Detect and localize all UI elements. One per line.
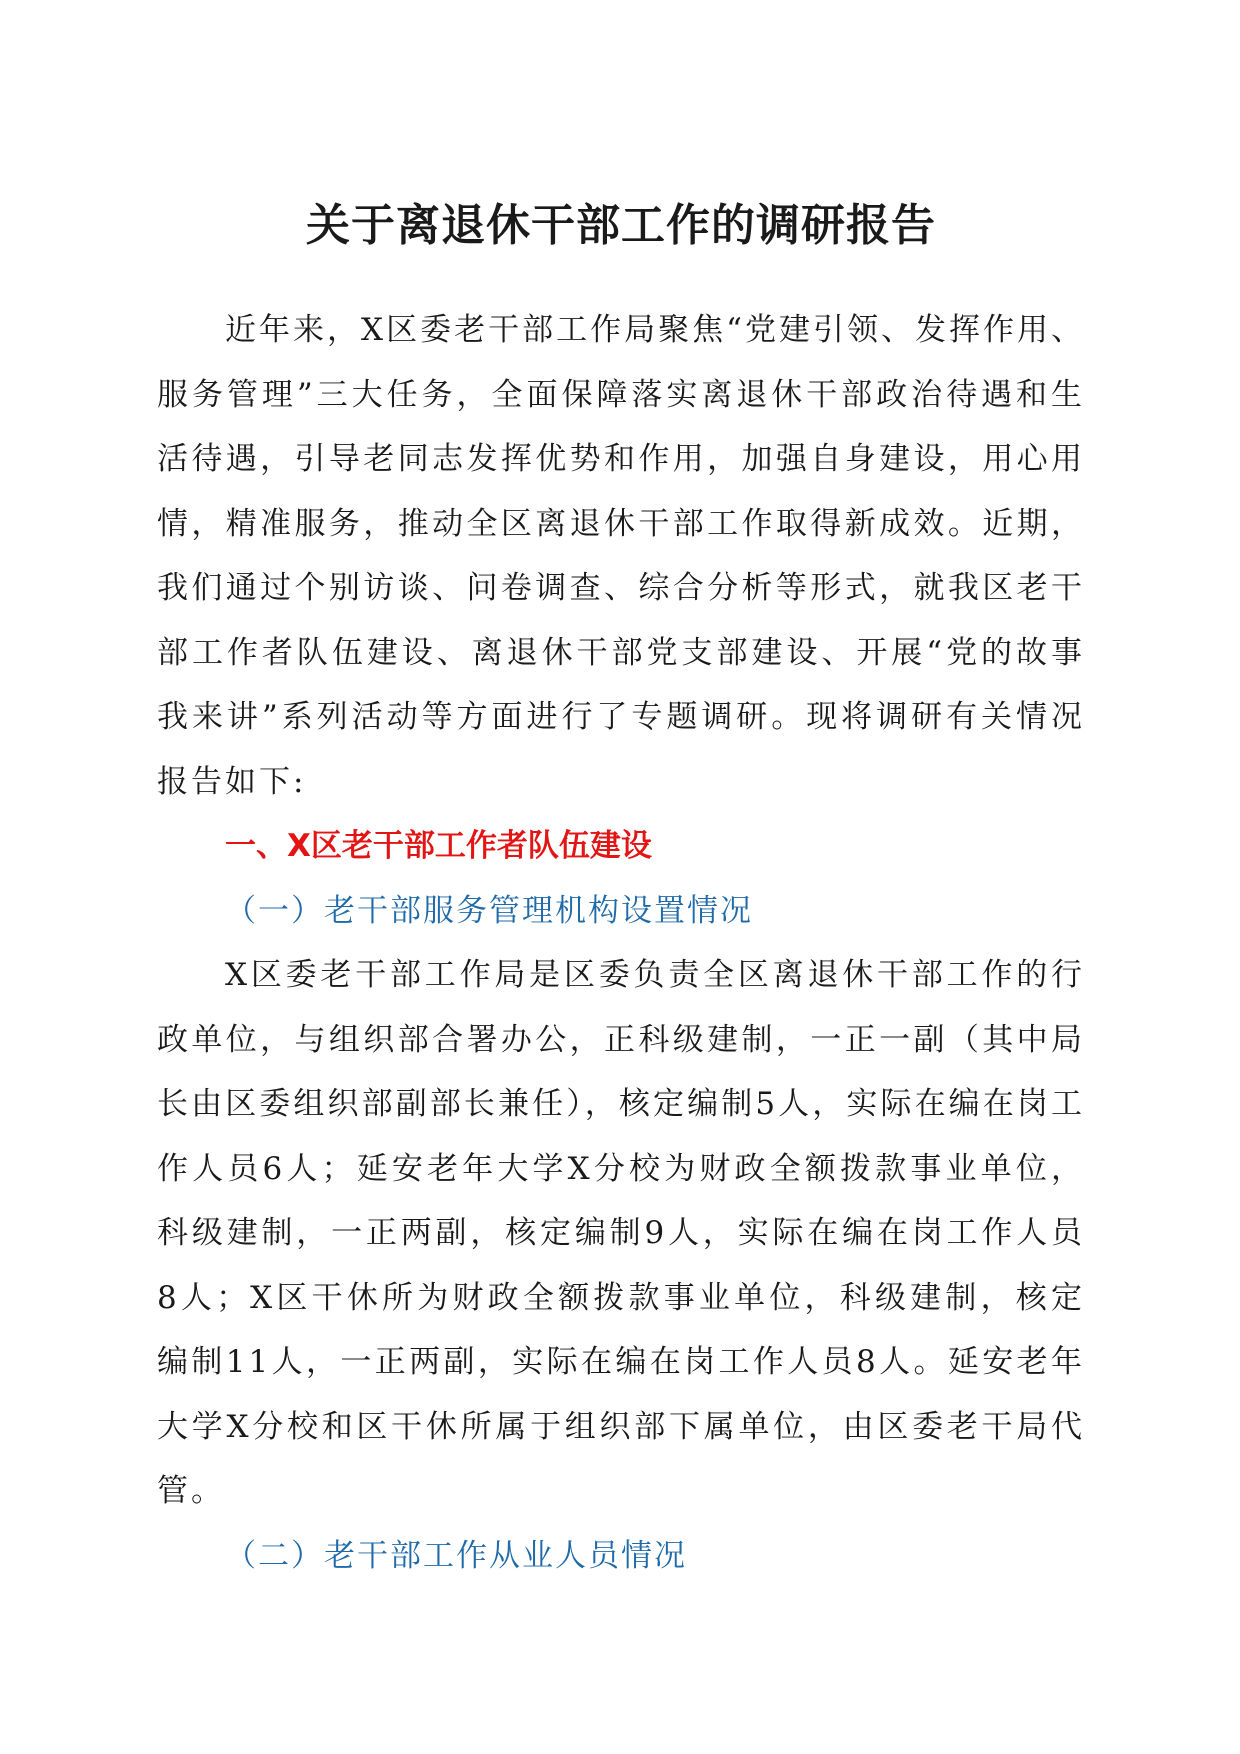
intro-paragraph: 近年来，X区委老干部工作局聚焦“党建引领、发挥作用、服务管理”三大任务，全面保障落实离退休干部政治待遇和生活待遇，引导老同志发挥优势和作用，加强自身建设，用心用情，精准服务，推动全区离退休干部工作取得新成效。近期，我们通过个别访谈、问卷调查、综合分析等形式，就我区老干部工作者队伍建设、离退休干部党支部建设、开展“党的故事我来讲”系列活动等方面进行了专题调研。现将调研有关情况报告如下: <box>157 312 1085 800</box>
subsection-heading-2: （二）老干部工作从业人员情况 <box>225 1537 687 1574</box>
subsection-1-paragraph: X区委老干部工作局是区委负责全区离退休干部工作的行政单位，与组织部合署办公，正科级建制，一正一副（其中局长由区委组织部副部长兼任），核定编制5人，实际在编在岗工作人员6人；延安老年大学X分校为财政全额拨款事业单位，科级建制，一正两副，核定编制9人，实际在编在岗工作人员8人；X区干休所为财政全额拨款事业单位，科级建制，核定编制11人，一正两副，实际在编在岗工作人员8人。延安老年大学X分校和区干休所属于组织部下属单位，由区委老干局代管。 <box>157 957 1085 1509</box>
section-heading-1: 一、X区老干部工作者队伍建设 <box>225 828 652 864</box>
subsection-heading-1: （一）老干部服务管理机构设置情况 <box>225 892 753 929</box>
document-body <box>157 196 1085 1588</box>
document-title: 关于离退休干部工作的调研报告 <box>306 200 936 251</box>
